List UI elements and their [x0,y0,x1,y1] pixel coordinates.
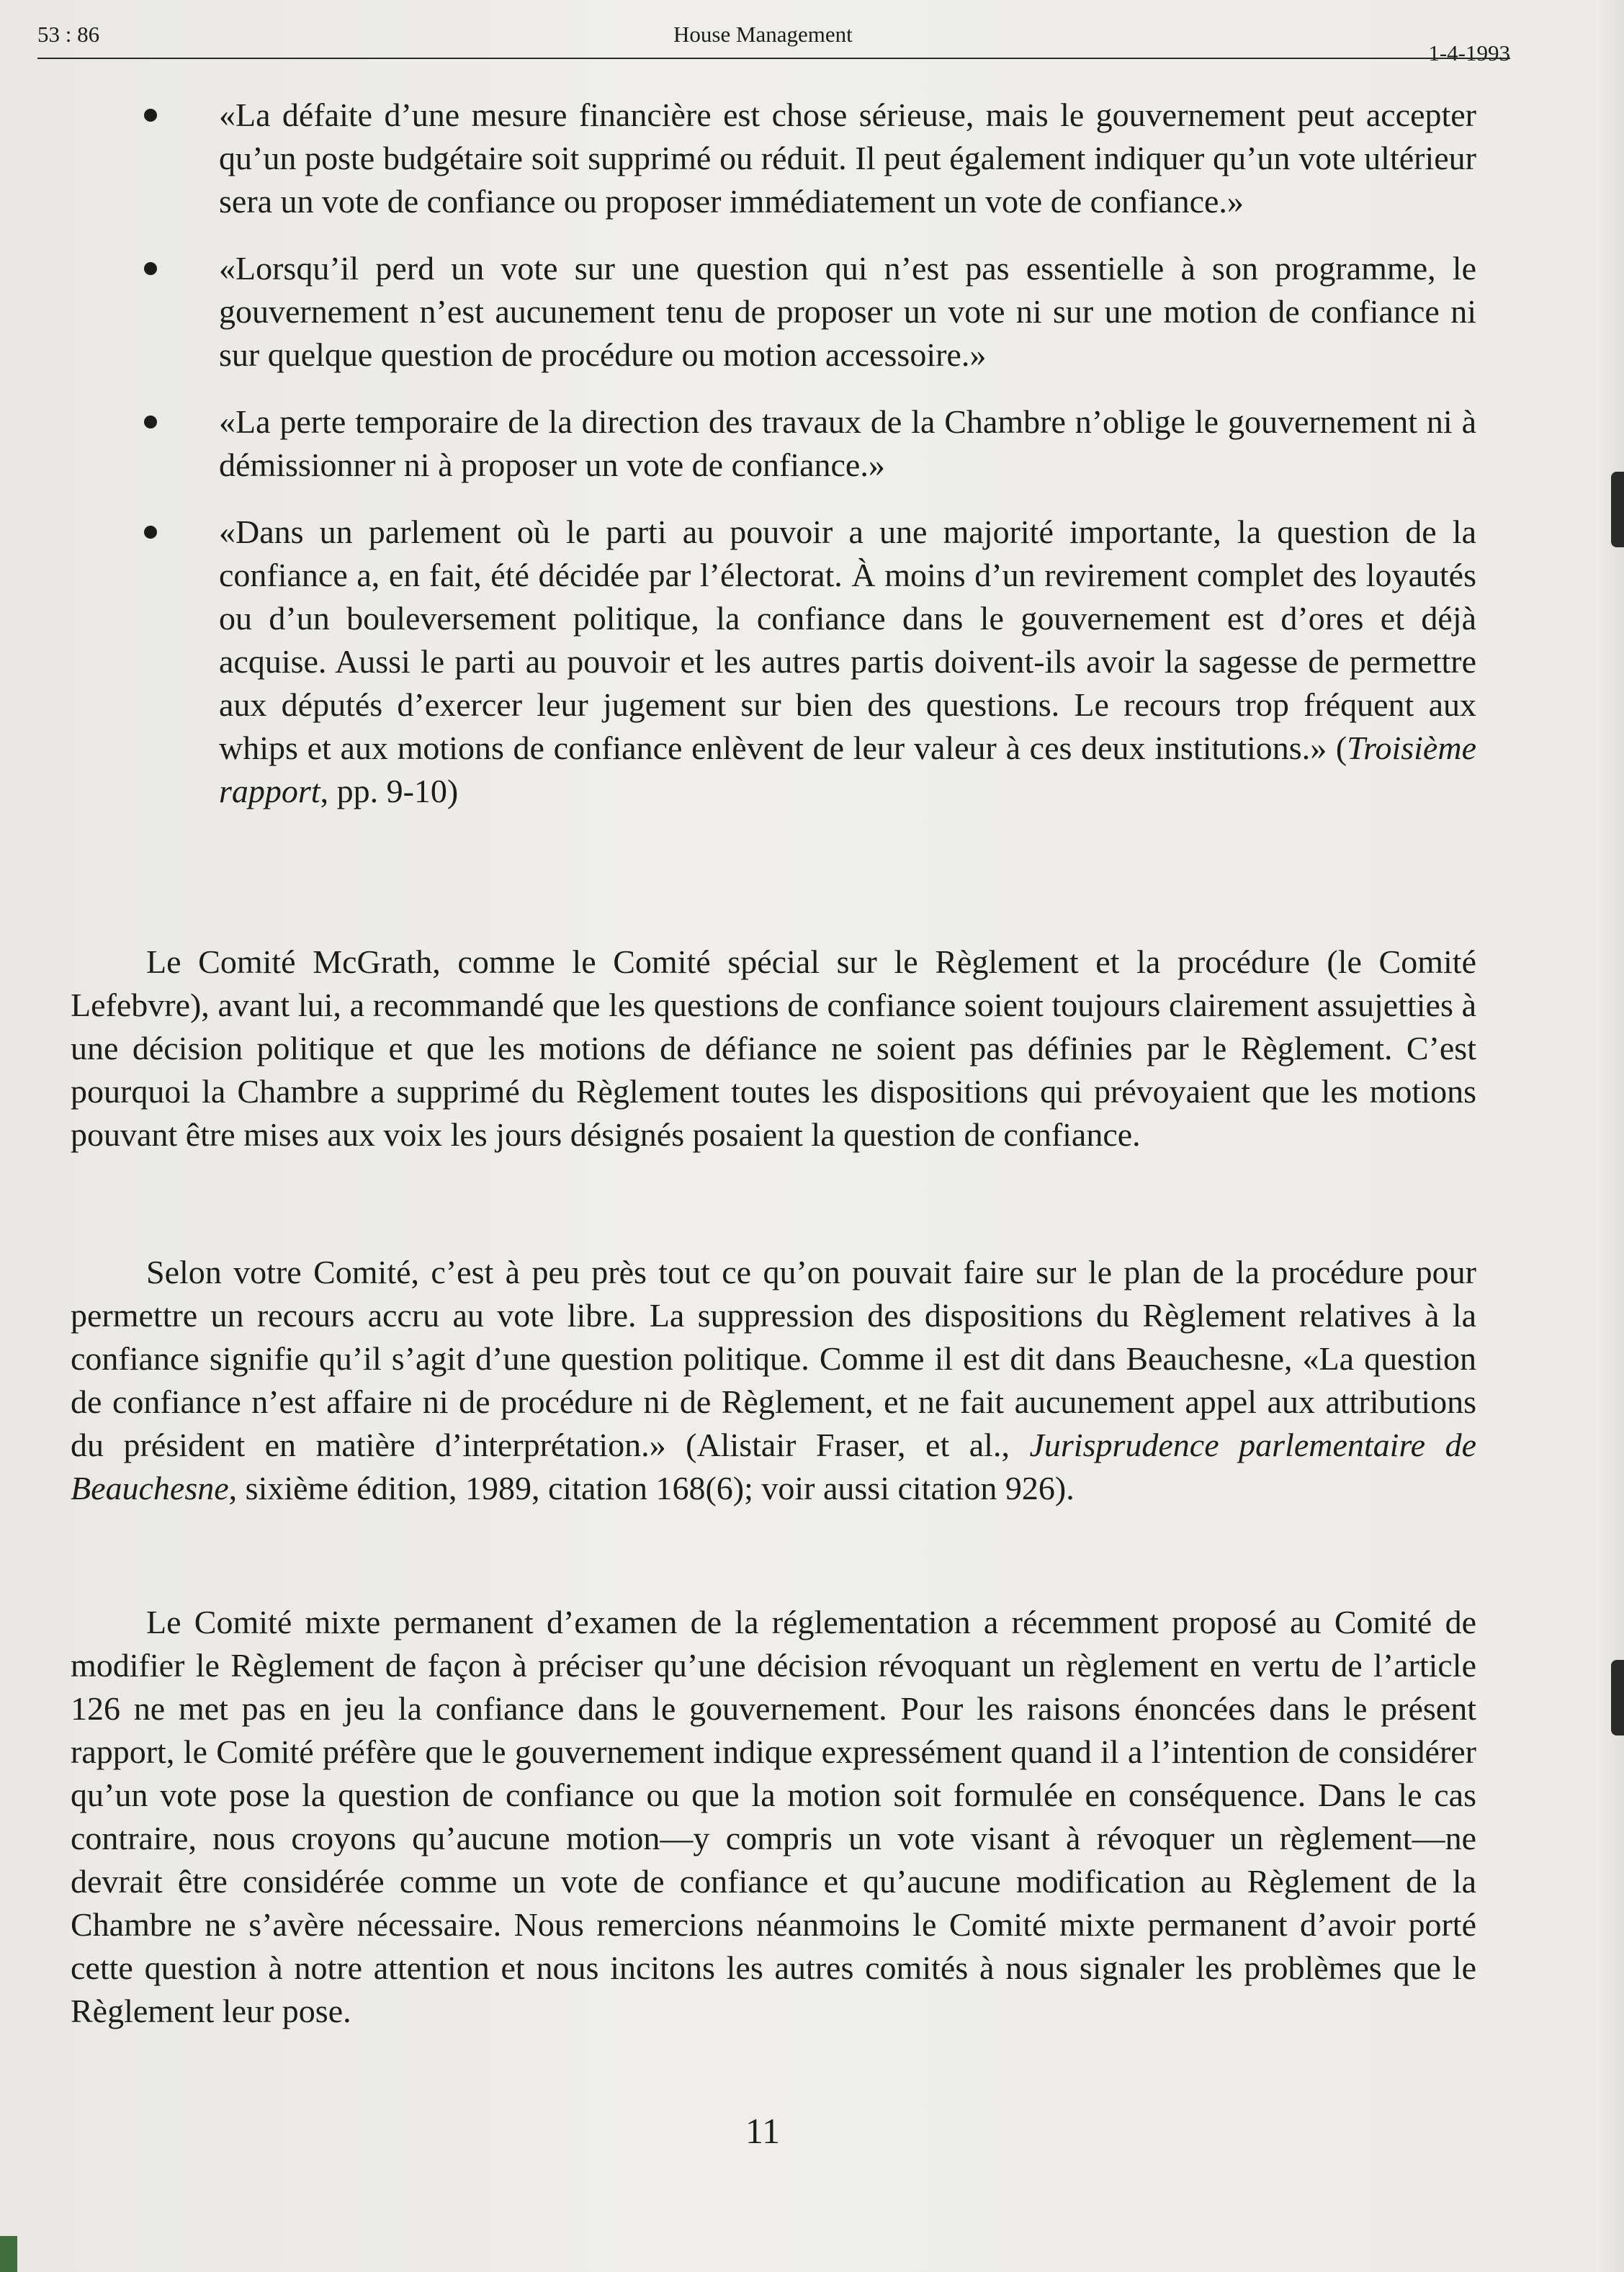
header-title: House Management [673,22,853,47]
paragraph-comite-mixte: Le Comité mixte permanent d’examen de la réglementation a récemment proposé au Comité de modifier le Règlement de façon à préciser qu’une décision révoquant un règlement en vertu de l’article 126 ne met pas en jeu la confiance dans le gouvernement. Pour les raisons énoncées dans le présent rapport, le Comité préfère que le gouvernement indique expressément quand il a l’intention de considérer qu’un vote pose la question de confiance ou que la motion soit formulée en conséquence. Dans le cas contraire, nous croyons qu’aucune motion—y compris un vote visant à révoquer un règlement—ne devrait être considérée comme un vote de confiance et qu’aucune modification au Règlement de la Chambre ne s’avère nécessaire. Nous remercions néanmoins le Comité mixte permanent d’avoir porté cette question à notre attention et nous incitons les autres comités à nous signaler les problèmes que le Règlement leur pose. [71,1604,1476,2029]
binder-hole-mark [1611,1660,1624,1736]
bullet-text: «Lorsqu’il perd un vote sur une question qui n’est pas essentielle à son programme, le gouvernement n’est aucunement tenu de proposer un vote ni sur une motion de confiance ni sur quelque question de procédure ou motion accessoire.» [219,250,1476,373]
bullet-text: «Dans un parlement où le parti au pouvoir a une majorité importante, la question de la confiance a, en fait, été décidée par l’électorat. À moins d’un revirement complet des loyautés ou d’un bouleversement politique, la confiance dans le gouvernement est d’ores et déjà acquise. Aussi le parti au pouvoir et les autres partis doivent-ils avoir la sagesse de permettre aux députés d’exercer leur jugement sur bien des questions. Le recours trop fréquent aux whips et aux motions de confiance enlèvent de leur valeur à ces deux institutions.» ( [219,513,1476,766]
quote-bullet-list [144,94,1476,837]
paragraph-text: Selon votre Comité, c’est à peu près tout ce qu’on pouvait faire sur le plan de la procédure pour permettre un recours accru au vote libre. La suppression des dispositions du Règlement relatives à la confiance signifie qu’il s’agit d’une question politique. Comme il est dit dans Beauchesne, «La question de confiance n’est affaire ni de procédure ni de Règlement, et ne fait aucunement appel aux attributions du président en matière d’interprétation.» (Alistair Fraser, et al., [71,1254,1476,1463]
scan-corner-mark [0,2236,17,2272]
bullet-source-pages: , pp. 9-10) [320,773,459,809]
bullet-item [144,400,1476,487]
bullet-dot-icon [144,262,157,275]
bullet-source-title: Troisième rapport [219,729,1476,809]
bullet-item [144,511,1476,813]
bullet-dot-icon [144,416,157,428]
header-rule [37,58,1510,59]
scan-edge-shadow [1598,0,1624,2272]
page-number: 11 [745,2111,781,2151]
citation-title: Jurisprudence parlementaire de Beauchesne [71,1427,1476,1507]
header-date: 1-4-1993 [1428,40,1510,66]
paragraph-text-tail: , sixième édition, 1989, citation 168(6); voir aussi citation 926). [228,1470,1075,1507]
bullet-text: «La défaite d’une mesure financière est chose sérieuse, mais le gouvernement peut accepter qu’un poste budgétaire soit supprimé ou réduit. Il peut également indiquer qu’un vote ultérieur sera un vote de confiance ou proposer immédiatement un vote de confiance.» [219,96,1476,220]
bullet-dot-icon [144,109,157,122]
paragraph-vote-libre [71,1251,1476,1510]
bullet-dot-icon [144,526,157,539]
header-page-ref: 53 : 86 [37,22,100,47]
paragraph-mcgrath: Le Comité McGrath, comme le Comité spécial sur le Règlement et la procédure (le Comité Lefebvre), avant lui, a recommandé que les questions de confiance soient toujours clairement assujetties à une décision politique et que les motions de défiance ne soient pas définies par le Règlement. C’est pourquoi la Chambre a supprimé du Règlement toutes les dispositions qui prévoyaient que les motions pouvant être mises aux voix les jours désignés posaient la question de confiance. [71,943,1476,1153]
bullet-item [144,247,1476,377]
bullet-text: «La perte temporaire de la direction des travaux de la Chambre n’oblige le gouvernement ni à démissionner ni à proposer un vote de confiance.» [219,403,1476,483]
binder-hole-mark [1611,472,1624,547]
bullet-item [144,94,1476,223]
